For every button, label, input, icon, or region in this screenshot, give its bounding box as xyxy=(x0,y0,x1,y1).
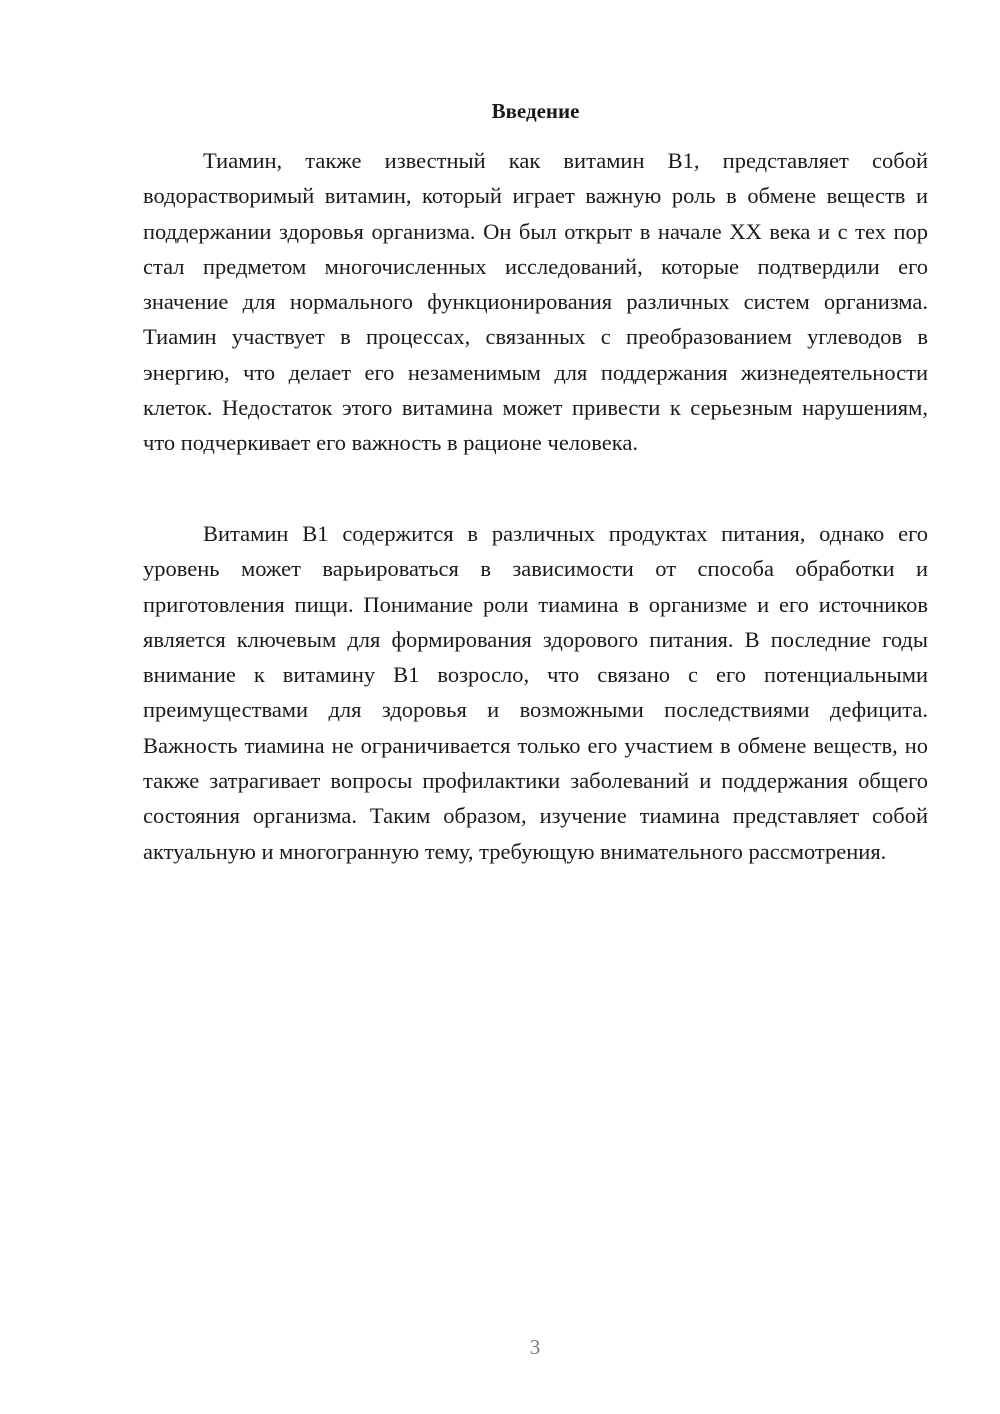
paragraph-2: Витамин B1 содержится в различных продуктах питания, однако его уровень может варьироваться в зависимости от способа обработки и приготовления пищи. Понимание роли тиамина в организме и его источников является ключевым для формирования здорового питания. В последние годы внимание к витамину B1 возросло, что связано с его потенциальными преимуществами для здоровья и возможными последствиями дефицита. Важность тиамина не ограничивается только его участием в обмене веществ, но также затрагивает вопросы профилактики заболеваний и поддержания общего состояния организма. Таким образом, изучение тиамина представляет собой актуальную и многогранную тему, требующую внимательного рассмотрения. xyxy=(143,521,928,864)
paragraph-1: Тиамин, также известный как витамин B1, представляет собой водорастворимый витамин, который играет важную роль в обмене веществ и поддержании здоровья организма. Он был открыт в начале XX века и с тех пор стал предметом многочисленных исследований, которые подтвердили его значение для нормального функционирования различных систем организма. Тиамин участвует в процессах, связанных с преобразованием углеводов в энергию, что делает его незаменимым для поддержания жизнедеятельности клеток. Недостаток этого витамина может привести к серьезным нарушениям, что подчеркивает его важность в рационе человека. xyxy=(143,148,928,456)
page-number: 3 xyxy=(529,1335,541,1359)
section-title: Введение xyxy=(491,99,580,123)
